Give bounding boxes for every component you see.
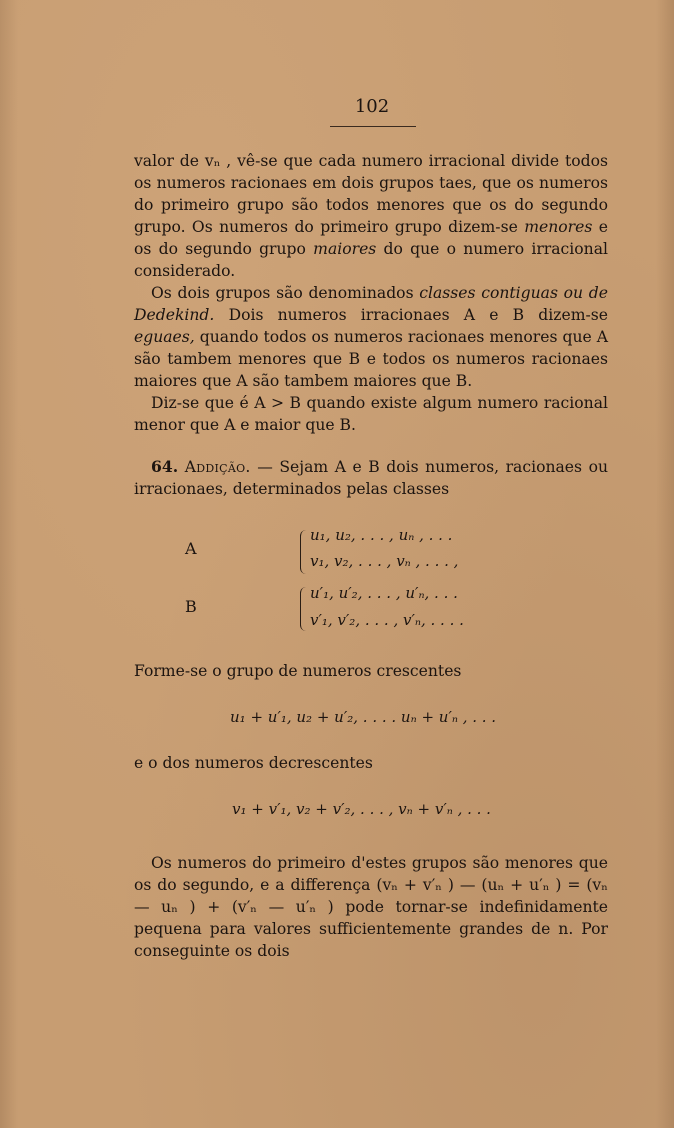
para2-start: Os dois grupos são denominados xyxy=(151,284,414,302)
para1-mid: e os do segundo grupo xyxy=(134,218,608,258)
class-b-row-v: v′₁, v′₂, . . . , v′ₙ, . . . . xyxy=(310,611,464,629)
class-b-row-u: u′₁, u′₂, . . . , u′ₙ, . . . xyxy=(310,584,458,602)
para2-emphasis-dedekind: classes contiguas ou de Dedekind. xyxy=(134,284,608,324)
section-title: Addição. xyxy=(184,458,251,476)
formula-v-sums: v₁ + v′₁, v₂ + v′₂, . . . , vₙ + v′ₙ , . . . xyxy=(232,800,491,818)
text-crescentes: Forme-se o grupo de numeros crescentes xyxy=(134,662,462,680)
formula-u-sums: u₁ + u′₁, u₂ + u′₂, . . . . uₙ + u′ₙ , . . . xyxy=(230,708,497,726)
para2-emphasis-eguaes: eguaes, xyxy=(134,328,195,346)
class-a-brace xyxy=(300,530,307,574)
para1-emphasis-menores: menores xyxy=(524,218,593,236)
paragraph-classes xyxy=(134,150,608,436)
section-64 xyxy=(134,456,608,500)
class-a-row-u: u₁, u₂, . . . , uₙ , . . . xyxy=(310,526,453,544)
para1-text: valor de vₙ , vê-se que cada numero irracional divide todos os numeros racionaes em dois grupos taes, que os numeros do primeiro grupo são todos menores que os do segundo grupo. Os numeros do primeiro grupo dizem-se xyxy=(134,152,608,236)
para2-mid: Dois numeros irracionaes A e B dizem-se xyxy=(228,306,608,324)
header-rule xyxy=(330,126,416,127)
class-a-row-v: v₁, v₂, . . . , vₙ , . . . , xyxy=(310,552,459,570)
para-last-text: Os numeros do primeiro d'estes grupos são menores que os do segundo, e a differença (vₙ + v′ₙ ) — (uₙ + u′ₙ ) = (vₙ — uₙ ) + (v′ₙ — u′ₙ ) pode tornar-se indefinidamente pequena para valores sufficientemente grandes de n. Por conseguinte os dois xyxy=(134,854,608,960)
paragraph-difference xyxy=(134,852,608,962)
para3-text: Diz-se que é A > B quando existe algum numero racional menor que A e maior que B. xyxy=(134,394,608,434)
class-b-brace xyxy=(300,587,307,631)
para1-end: do que o numero irracional considerado. xyxy=(134,240,608,280)
section-text: — Sejam A e B dois numeros, racionaes ou irracionaes, determinados pelas classes xyxy=(134,458,608,498)
para1-emphasis-maiores: maiores xyxy=(313,240,377,258)
para2-end: quando todos os numeros racionaes menores que A são tambem menores que B e todos os numeros racionaes maiores que A são tambem maiores que B. xyxy=(134,328,608,390)
class-a-label: A xyxy=(185,539,197,558)
page-number: 102 xyxy=(354,96,390,117)
text-decrescentes: e o dos numeros decrescentes xyxy=(134,754,373,772)
section-number: 64. xyxy=(151,457,179,476)
class-b-label: B xyxy=(185,597,197,616)
